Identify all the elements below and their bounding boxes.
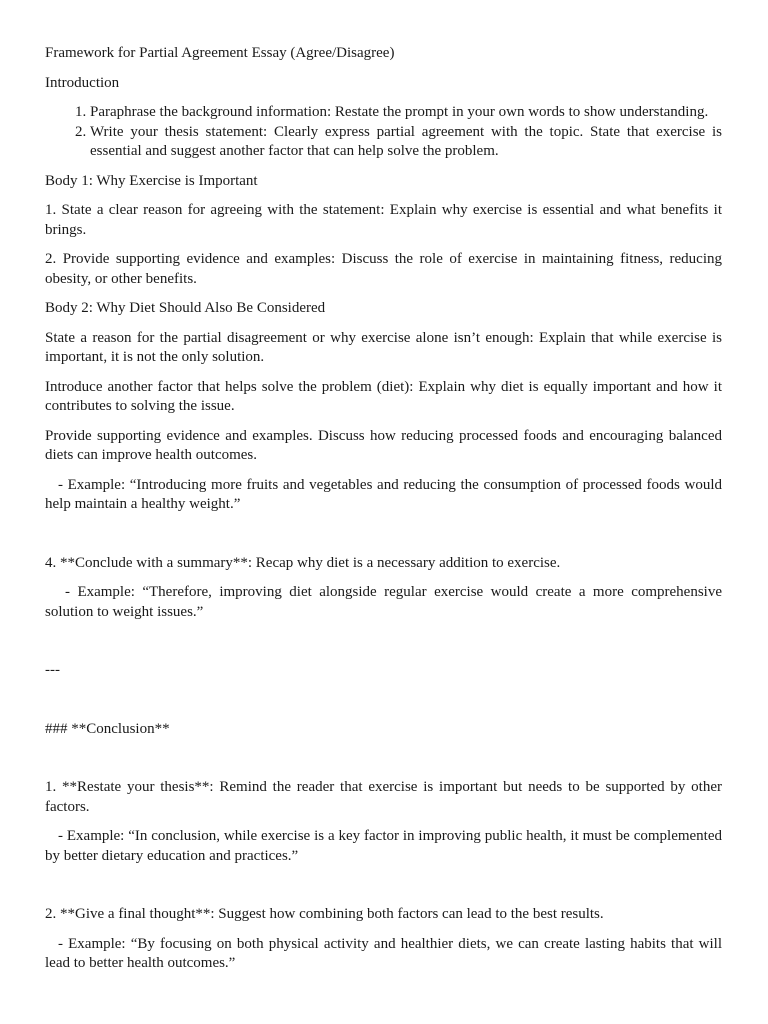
body2-paragraph-3: Provide supporting evidence and examples. Discuss how reducing processed foods and encouraging balanced diets can improve health outcomes.	[45, 427, 722, 463]
body2-heading: Body 2: Why Diet Should Also Be Considered	[45, 300, 326, 316]
body1-paragraph-1: 1. State a clear reason for agreeing with the statement: Explain why exercise is essential and what benefits it brings.	[45, 202, 722, 238]
separator: ---	[45, 662, 60, 678]
body2-paragraph-2: Introduce another factor that helps solve the problem (diet): Explain why diet is equally important and how it contributes to solving the issue.	[45, 378, 722, 414]
document-title: Framework for Partial Agreement Essay (Agree/Disagree)	[45, 45, 395, 61]
body2-example: - Example: “Introducing more fruits and vegetables and reducing the consumption of processed foods would help maintain a healthy weight.”	[45, 476, 722, 512]
body2-paragraph-1: State a reason for the partial disagreement or why exercise alone isn’t enough: Explain that while exercise is important, it is not the only solution.	[45, 329, 722, 365]
intro-heading: Introduction	[45, 74, 120, 91]
conclusion-heading: ### **Conclusion**	[45, 720, 170, 737]
body1-paragraph-2: 2. Provide supporting evidence and examples: Discuss the role of exercise in maintaining fitness, reducing obesity, or other benefits.	[45, 251, 722, 287]
document-body	[45, 44, 722, 984]
body2-paragraph-4: 4. **Conclude with a summary**: Recap why diet is a necessary addition to exercise.	[45, 554, 561, 571]
conclusion-paragraph-2: 2. **Give a final thought**: Suggest how combining both factors can lead to the best results.	[45, 906, 604, 922]
body2-example-2: - Example: “Therefore, improving diet alongside regular exercise would create a more comprehensive solution to weight issues.”	[45, 584, 722, 620]
conclusion-example-1: - Example: “In conclusion, while exercise is a key factor in improving public health, it must be complemented by better dietary education and practices.”	[45, 828, 722, 864]
intro-list	[45, 103, 722, 162]
conclusion-paragraph-1: 1. **Restate your thesis**: Remind the reader that exercise is important but needs to be supported by other factors.	[45, 779, 722, 815]
intro-item-2: 2. Write your thesis statement: Clearly express partial agreement with the topic. State that exercise is essential and suggest another factor that can help solve the problem.	[90, 123, 722, 162]
body1-heading: Body 1: Why Exercise is Important	[45, 172, 258, 189]
intro-item-1: 1. Paraphrase the background information: Restate the prompt in your own words to show understanding.	[90, 103, 722, 123]
conclusion-example-2: - Example: “By focusing on both physical activity and healthier diets, we can create lasting habits that will lead to better health outcomes.”	[45, 935, 722, 971]
